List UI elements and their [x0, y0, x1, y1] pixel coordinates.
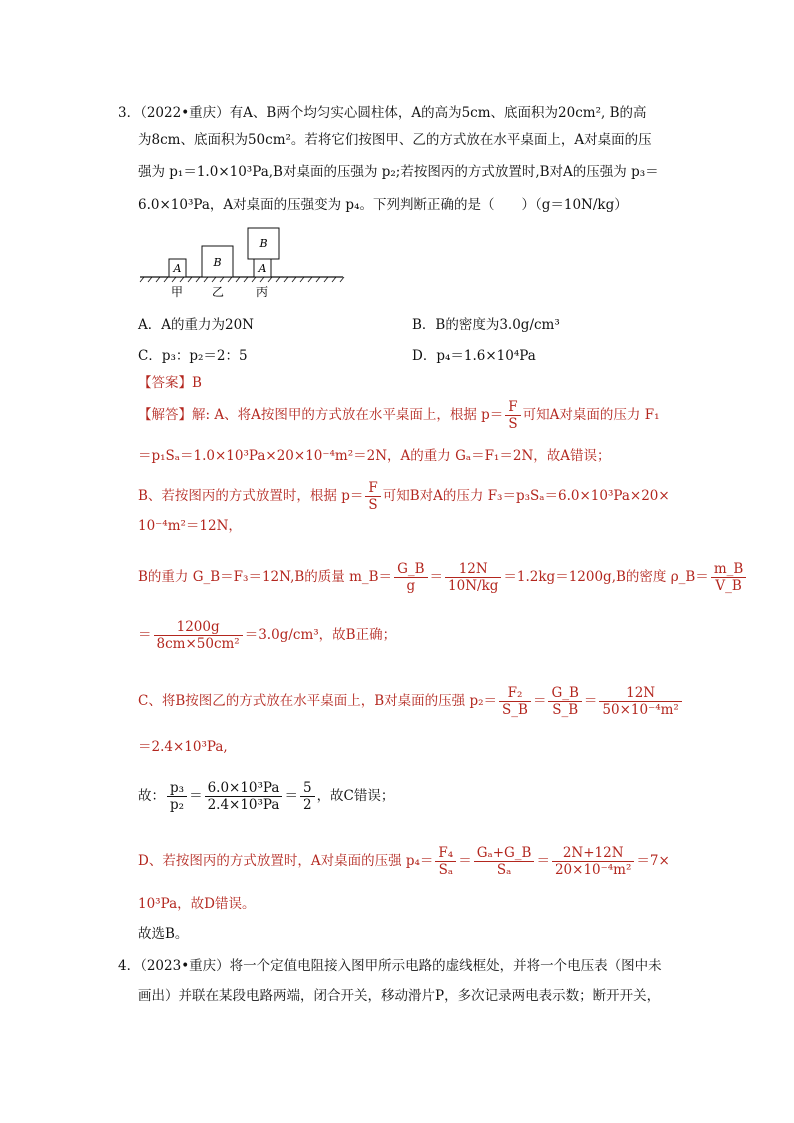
option-d: D．p₄＝1.6×10⁴Pa	[412, 348, 536, 364]
fraction-1200g: $\frac{1200g}{\text{8cm×50cm²}}$	[154, 619, 243, 652]
q3-figure	[138, 225, 348, 300]
option-b: B．B的密度为3.0g/cm³	[412, 317, 560, 333]
caption-bing: 丙	[255, 285, 269, 299]
fraction-5-over-2: $\frac{5}{2}$	[300, 780, 315, 813]
expl-line-12: 故选B。	[138, 926, 189, 942]
expl-line-1	[138, 399, 659, 432]
fraction-14n-over-area: $\frac{2N+12N}{\text{20×10⁻⁴m²}}$	[552, 845, 634, 878]
expl-1a: 【解答】解: A、将A按图甲的方式放在水平桌面上，根据 p＝	[138, 407, 504, 423]
fraction-ga-gb-over-sa: $\frac{\text{Gₐ+G\_B}}{\text{Sₐ}}$	[474, 845, 535, 878]
fraction-f2-over-sb: $\frac{\text{F₂}}{S\_B}$	[499, 685, 531, 718]
expl-10b: ＝7×	[636, 853, 670, 869]
label-b-yi: B	[213, 256, 222, 269]
label-a-jia: A	[173, 262, 182, 275]
expl-3a: B、若按图丙的方式放置时，根据 p＝	[138, 488, 364, 504]
option-c: C．p₃：p₂＝2：5	[138, 348, 248, 364]
option-a: A．A的重力为20N	[138, 317, 254, 333]
fraction-p3-over-p2: $\frac{\text{p₃}}{\text{p₂}}$	[167, 780, 187, 813]
expl-line-3	[138, 480, 670, 513]
answer: 【答案】B	[138, 375, 202, 391]
expl-9b: ，故C错误；	[316, 788, 395, 804]
expl-10a: D、若按图丙的方式放置时，A对桌面的压强 p₄＝	[138, 853, 434, 869]
fraction-12n-over-10nkg: $\frac{12N}{10N/kg}$	[445, 561, 501, 594]
expl-line-5: B的重力 G_B＝F₃＝12N,B的质量 m_B＝ $\frac{G\_B}{g}$ ＝ $\frac{12N}{10N/kg}$ ＝1.2kg＝1200g,B的密度 ρ_B＝ $\frac{m\_B}{V\_B}$	[138, 561, 748, 594]
expl-line-8: ＝2.4×10³Pa,	[138, 739, 228, 755]
expl-9a: 故：	[138, 788, 165, 804]
q3-line-4: 6.0×10³Pa，A对桌面的压强变为 p₄。下列判断正确的是（ ）（g＝10N/kg）	[138, 197, 628, 213]
expl-line-7: C、将B按图乙的方式放在水平桌面上，B对桌面的压强 p₂＝ $\frac{\text{F₂}}{S\_B}$ ＝ $\frac{G\_B}{S\_B}$ ＝ $\frac{12N}{\text{50×10⁻⁴m²}}$	[138, 685, 684, 718]
table-surface	[140, 277, 344, 282]
q3-line-3: 强为 p₁＝1.0×10³Pa,B对桌面的压强为 p₂;若按图丙的方式放置时,B对A的压强为 p₃＝	[138, 164, 659, 180]
caption-jia: 甲	[170, 285, 184, 299]
expl-5b: ＝1.2kg＝1200g,B的密度 ρ_B＝	[503, 569, 709, 585]
fraction-f-over-s-2: $\frac{F}{S}$	[365, 480, 380, 513]
expl-5a: B的重力 G_B＝F₃＝12N,B的质量 m_B＝	[138, 569, 393, 585]
expl-line-2: ＝p₁Sₐ＝1.0×10³Pa×20×10⁻⁴m²＝2N，A的重力 Gₐ＝F₁＝2N，故A错误；	[138, 448, 611, 464]
caption-yi: 乙	[211, 285, 225, 299]
label-a-bing: A	[258, 262, 267, 275]
fraction-pressures: $\frac{\text{6.0×10³Pa}}{\text{2.4×10³Pa}}$	[205, 780, 283, 813]
expl-line-9: 故： $\frac{\text{p₃}}{\text{p₂}}$ ＝ $\frac{\text{6.0×10³Pa}}{\text{2.4×10³Pa}}$ ＝ $\frac{5}{2}$ ，故C错误；	[138, 780, 395, 813]
fraction-gb-over-sb: $\frac{G\_B}{S\_B}$	[548, 685, 581, 718]
expl-line-11: 10³Pa，故D错误。	[138, 896, 256, 912]
expl-3b: 可知B对A的压力 F₃＝p₃Sₐ＝6.0×10³Pa×20×	[382, 488, 670, 504]
fraction-12n-over-area: $\frac{12N}{\text{50×10⁻⁴m²}}$	[599, 685, 681, 718]
q4-line-1: 4．（2023•重庆）将一个定值电阻接入图甲所示电路的虚线框处，并将一个电压表（图中未	[118, 958, 662, 974]
expl-line-4: 10⁻⁴m²＝12N，	[138, 518, 242, 534]
fraction-f-over-s: $\frac{F}{S}$	[505, 399, 520, 432]
fraction-mb-over-vb: $\frac{m\_B}{V\_B}$	[711, 561, 746, 594]
q3-line-1: 3．（2022•重庆）有A、B两个均匀实心圆柱体，A的高为5cm、底面积为20cm², B的高	[118, 105, 647, 121]
expl-line-6: ＝ $\frac{1200g}{\text{8cm×50cm²}}$ ＝3.0g/cm³，故B正确；	[138, 619, 397, 652]
expl-1b: 可知A对桌面的压力 F₁	[522, 407, 660, 423]
expl-6b: ＝3.0g/cm³，故B正确；	[244, 627, 397, 643]
expl-7a: C、将B按图乙的方式放在水平桌面上，B对桌面的压强 p₂＝	[138, 693, 498, 709]
label-b-bing: B	[259, 237, 268, 250]
fraction-gb-over-g: $\frac{G\_B}{g}$	[394, 561, 427, 594]
q3-line-2: 为8cm、底面积为50cm²。若将它们按图甲、乙的方式放在水平桌面上，A对桌面的压	[138, 132, 652, 148]
expl-line-10: D、若按图丙的方式放置时，A对桌面的压强 p₄＝ $\frac{\text{F₄}}{\text{Sₐ}}$ ＝ $\frac{\text{Gₐ+G\_B}}{\text{Sₐ}}$ ＝ $\frac{2N+12N}{\text{20×10⁻⁴m²}}$ ＝7×	[138, 845, 670, 878]
fraction-f4-over-sa: $\frac{\text{F₄}}{\text{Sₐ}}$	[435, 845, 456, 878]
q4-line-2: 画出）并联在某段电路两端，闭合开关，移动滑片P，多次记录两电表示数；断开开关，	[138, 988, 661, 1004]
